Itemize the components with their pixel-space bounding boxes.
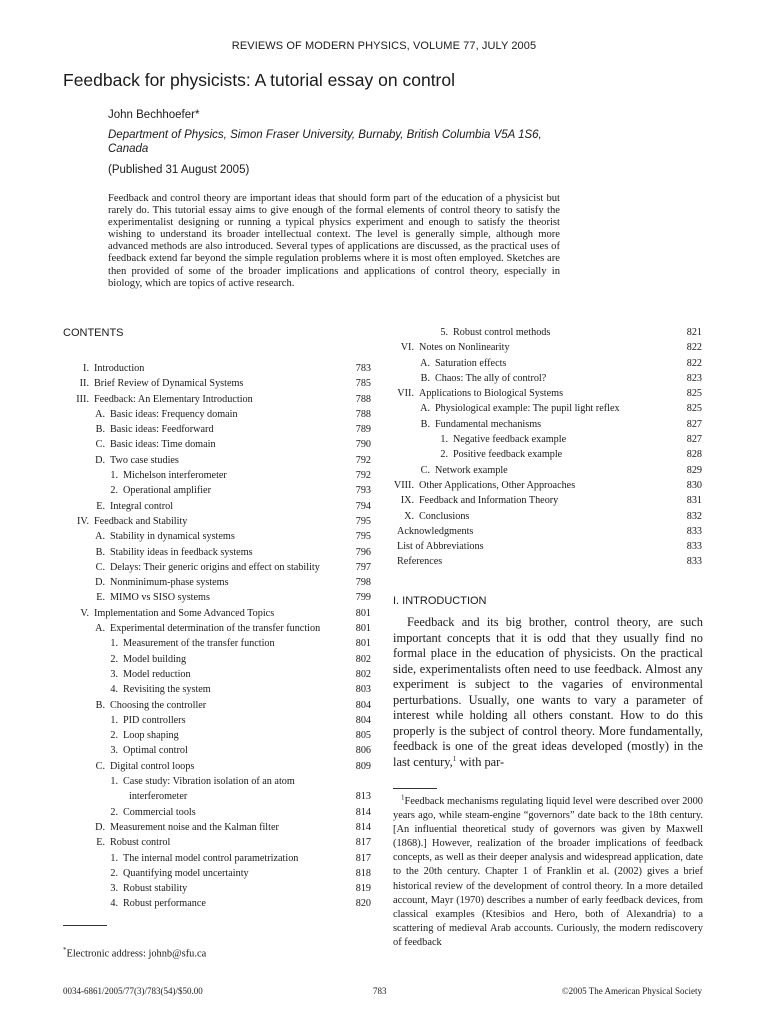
toc-entry-page: 792 (355, 454, 371, 466)
toc-entry-number: B. (420, 418, 430, 430)
toc-entry-number: X. (404, 510, 414, 522)
toc-entry-title: Loop shaping (123, 730, 179, 742)
toc-entry-number: IX. (400, 495, 414, 507)
toc-entry-page: 799 (355, 592, 371, 604)
toc-entry[interactable] (63, 682, 371, 697)
toc-entry-page: 801 (355, 623, 371, 635)
toc-entry-number: 1. (440, 434, 448, 446)
toc-entry[interactable] (63, 789, 371, 804)
toc-entry[interactable] (392, 325, 702, 340)
toc-entry-title: Experimental determination of the transfer function (110, 623, 321, 635)
toc-entry-title: Operational amplifier (123, 485, 211, 497)
toc-entry[interactable] (392, 401, 702, 416)
footnote-1 (393, 795, 703, 950)
toc-entry-page: 819 (355, 883, 371, 895)
toc-entry-page: 809 (355, 760, 371, 772)
toc-entry-number: D. (95, 454, 105, 466)
toc-entry-number: 1. (110, 470, 118, 482)
footnote-divider (393, 788, 437, 789)
toc-entry[interactable] (392, 447, 702, 462)
toc-entry-number: A. (95, 408, 105, 420)
toc-entry-number: C. (95, 439, 105, 451)
toc-entry[interactable] (63, 499, 371, 514)
toc-entry-number: A. (95, 531, 105, 543)
toc-entry-title: Conclusions (419, 510, 470, 522)
toc-entry-page: 822 (686, 342, 702, 354)
toc-entry[interactable] (392, 340, 702, 355)
toc-entry-title: Physiological example: The pupil light reflex (435, 403, 620, 415)
toc-entry-number: B. (420, 372, 430, 384)
toc-left-column (63, 361, 371, 912)
toc-entry[interactable] (63, 560, 371, 575)
abstract: Feedback and control theory are important ideas that should form part of the education of a physicist but rarely do. This tutorial essay aims to give enough of the formal elements of control theory to satisfy the experimentalist designing or running a typical physics experiment and enough to satisfy the theorist wishing to understand its broader intellectual context. The level is generally simple, although more advanced methods are also introduced. Several types of applications are discussed, as the practical uses of feedback extend far beyond the simple regulation problems where it is most often employed. Sketches are then provided of some of the broader implications and applications of control theory, especially in biology, which are topics of active research. (108, 193, 560, 289)
toc-entry-title: Saturation effects (435, 357, 507, 369)
toc-entry-page: 803 (355, 684, 371, 696)
toc-entry-number: III. (76, 393, 89, 405)
toc-entry-number: 4. (110, 898, 118, 910)
toc-entry-page: 795 (355, 531, 371, 543)
toc-entry[interactable] (392, 371, 702, 386)
footnote-mark: * (63, 946, 67, 954)
toc-entry[interactable] (63, 820, 371, 835)
toc-entry-page: 806 (355, 745, 371, 757)
toc-entry[interactable] (63, 805, 371, 820)
toc-entry[interactable] (392, 356, 702, 371)
toc-entry-number: 2. (110, 730, 118, 742)
toc-entry-number: 1. (110, 776, 118, 788)
toc-entry-page: 818 (355, 867, 371, 879)
toc-entry-title: Michelson interferometer (123, 470, 227, 482)
toc-entry-title: Positive feedback example (453, 449, 563, 461)
toc-entry-title: Acknowledgments (397, 525, 474, 537)
toc-entry[interactable] (63, 698, 371, 713)
toc-entry[interactable] (63, 575, 371, 590)
footnote-ref[interactable]: 1 (452, 754, 457, 763)
toc-entry-page: 804 (355, 699, 371, 711)
toc-entry-number: 2. (110, 806, 118, 818)
toc-entry-page: 825 (686, 403, 702, 415)
toc-entry-title: References (397, 556, 443, 568)
toc-entry[interactable] (63, 514, 371, 529)
toc-entry-number: 5. (440, 327, 448, 338)
toc-entry-title: Delays: Their generic origins and effect on stability (110, 561, 320, 573)
journal-header: REVIEWS OF MODERN PHYSICS, VOLUME 77, JULY 2005 (231, 40, 537, 52)
toc-entry-title: PID controllers (123, 714, 186, 726)
toc-entry[interactable] (63, 743, 371, 758)
toc-entry-page: 831 (686, 495, 702, 507)
toc-entry-page: 783 (355, 363, 371, 374)
toc-entry-title: Measurement noise and the Kalman filter (110, 821, 279, 833)
toc-entry-title: Applications to Biological Systems (419, 388, 564, 400)
toc-entry-page: 822 (686, 357, 702, 369)
toc-entry[interactable] (63, 437, 371, 452)
toc-entry-title: Stability in dynamical systems (110, 531, 235, 543)
toc-entry-page: 825 (686, 388, 702, 400)
toc-entry-page: 830 (686, 479, 702, 491)
toc-entry-number: 1. (110, 638, 118, 650)
toc-entry-title: Robust control methods (453, 327, 551, 338)
toc-entry[interactable] (63, 468, 371, 483)
toc-entry[interactable] (63, 590, 371, 605)
toc-entry-page: 802 (355, 653, 371, 665)
toc-entry-title: Feedback and Stability (94, 515, 188, 527)
article-title: Feedback for physicists: A tutorial essay on control (63, 70, 455, 90)
toc-entry[interactable] (63, 667, 371, 682)
toc-entry[interactable] (63, 896, 371, 911)
toc-entry[interactable] (63, 545, 371, 560)
toc-entry[interactable] (392, 524, 702, 539)
toc-entry-number: E. (96, 592, 105, 604)
section-heading-introduction: I. INTRODUCTION (393, 595, 487, 607)
toc-entry[interactable] (392, 463, 702, 478)
toc-entry-title: Quantifying model uncertainty (123, 867, 249, 879)
toc-entry-page: 817 (355, 852, 371, 864)
toc-entry-page: 827 (686, 434, 702, 446)
toc-entry-page: 828 (686, 449, 702, 461)
footer-copyright: ©2005 The American Physical Society (561, 986, 702, 996)
toc-entry-number: 2. (110, 653, 118, 665)
toc-entry[interactable] (392, 478, 702, 493)
toc-entry-number: 3. (110, 883, 118, 895)
toc-entry[interactable] (63, 422, 371, 437)
toc-entry-number: 4. (110, 684, 118, 696)
toc-entry-title: Feedback and Information Theory (419, 495, 559, 507)
toc-entry-number: E. (96, 500, 105, 512)
toc-entry-page: 833 (686, 556, 702, 568)
contents-heading: CONTENTS (63, 327, 124, 339)
toc-entry-page: 805 (355, 730, 371, 742)
toc-entry-page: 823 (686, 372, 702, 384)
toc-entry-title: Measurement of the transfer function (123, 638, 275, 650)
toc-entry[interactable] (63, 376, 371, 391)
footnote-divider (63, 925, 107, 926)
toc-entry-title: interferometer (129, 791, 188, 803)
toc-entry-number: A. (420, 403, 430, 415)
toc-entry-number: IV. (77, 515, 89, 527)
toc-entry[interactable] (63, 866, 371, 881)
toc-entry-number: 2. (440, 449, 448, 461)
toc-entry-title: Optimal control (123, 745, 188, 757)
toc-entry-page: 833 (686, 525, 702, 537)
toc-entry[interactable] (63, 392, 371, 407)
toc-entry-title: Fundamental mechanisms (435, 418, 542, 430)
toc-entry-page: 814 (355, 806, 371, 818)
toc-entry-title: Commercial tools (123, 806, 196, 818)
toc-entry[interactable] (63, 636, 371, 651)
toc-entry-number: 3. (110, 668, 118, 680)
toc-entry-title: Case study: Vibration isolation of an atom (123, 776, 295, 788)
toc-entry-number: A. (95, 623, 105, 635)
author-name: John Bechhoefer* (108, 109, 200, 121)
toc-entry-page: 833 (686, 541, 702, 553)
toc-entry-page: 814 (355, 821, 371, 833)
author-affiliation: Department of Physics, Simon Fraser University, Burnaby, British Columbia V5A 1S6, Canada (108, 129, 542, 155)
toc-entry-page: 821 (686, 327, 702, 338)
introduction-body: Feedback and its big brother, control theory, are such important concepts that it is odd that they usually find no formal place in the education of physicists. On the practical side, experimentalists often need to use feedback. Almost any experiment is subject to the vagaries of environmental perturbations. Usually, one wants to vary a parameter of interest while holding all others constant. How to do this properly is the subject of control theory. More fundamentally, feedback is one of the great ideas developed (mostly) in the last century,$^1$ with par- (393, 615, 703, 769)
toc-entry-title: Introduction (94, 363, 145, 374)
toc-entry-page: 794 (355, 500, 371, 512)
toc-entry-number: B. (95, 546, 105, 558)
toc-entry-page: 829 (686, 464, 702, 476)
page-number: 783 (373, 986, 387, 996)
toc-entry[interactable] (392, 386, 702, 401)
toc-entry[interactable] (392, 417, 702, 432)
toc-entry-title: Brief Review of Dynamical Systems (94, 378, 244, 390)
toc-entry-title: Network example (435, 464, 508, 476)
toc-entry-number: A. (420, 357, 430, 369)
toc-entry[interactable] (63, 407, 371, 422)
toc-entry-page: 804 (355, 714, 371, 726)
toc-entry-number: D. (95, 821, 105, 833)
toc-entry-number: E. (96, 837, 105, 849)
toc-entry-number: 2. (110, 485, 118, 497)
toc-entry[interactable] (63, 529, 371, 544)
toc-entry-page: 801 (355, 607, 371, 619)
toc-entry-number: 1. (110, 714, 118, 726)
toc-entry-page: 796 (355, 546, 371, 558)
toc-entry[interactable] (392, 509, 702, 524)
toc-entry[interactable] (63, 713, 371, 728)
toc-entry-number: II. (79, 378, 89, 390)
toc-entry-title: Model reduction (123, 668, 191, 680)
toc-entry-number: 1. (110, 852, 118, 864)
toc-entry-number: C. (420, 464, 430, 476)
toc-entry[interactable] (63, 728, 371, 743)
toc-entry-page: 795 (355, 515, 371, 527)
toc-entry-title: Basic ideas: Time domain (110, 439, 216, 451)
toc-entry-title: Revisiting the system (123, 684, 211, 696)
toc-entry-title: The internal model control parametrization (123, 852, 299, 864)
toc-entry-page: 813 (355, 791, 371, 803)
toc-entry-title: Digital control loops (110, 760, 195, 772)
toc-entry-title: Two case studies (110, 454, 179, 466)
toc-entry[interactable] (63, 652, 371, 667)
toc-entry[interactable] (63, 453, 371, 468)
toc-entry-title: Basic ideas: Frequency domain (110, 408, 238, 420)
toc-entry-number: VII. (397, 388, 414, 400)
toc-entry-title: Other Applications, Other Approaches (419, 479, 576, 491)
toc-entry-page: 792 (355, 470, 371, 482)
toc-entry-page: 793 (355, 485, 371, 497)
toc-entry-page: 817 (355, 837, 371, 849)
toc-entry-title: List of Abbreviations (397, 541, 484, 553)
toc-entry[interactable] (63, 774, 371, 789)
toc-entry-page: 801 (355, 638, 371, 650)
publication-date: (Published 31 August 2005) (108, 164, 250, 176)
toc-entry-page: 802 (355, 668, 371, 680)
toc-entry-number: D. (95, 577, 105, 589)
toc-entry-number: C. (95, 760, 105, 772)
toc-entry-number: VIII. (393, 479, 414, 491)
toc-entry-page: 827 (686, 418, 702, 430)
toc-entry-title: Nonminimum-phase systems (110, 577, 229, 589)
toc-entry[interactable] (63, 361, 371, 376)
toc-entry[interactable] (392, 493, 702, 508)
toc-right-column (392, 325, 702, 570)
toc-entry-number: V. (80, 607, 89, 619)
toc-entry-title: Implementation and Some Advanced Topics (94, 607, 275, 619)
toc-entry-title: Basic ideas: Feedforward (110, 424, 214, 436)
email-address[interactable]: Electronic address: johnb@sfu.ca (66, 948, 207, 960)
toc-entry-page: 788 (355, 408, 371, 420)
toc-entry-title: Feedback: An Elementary Introduction (94, 393, 253, 405)
toc-entry-title: Notes on Nonlinearity (419, 342, 510, 354)
toc-entry-page: 798 (355, 577, 371, 589)
toc-entry-title: Integral control (110, 500, 174, 512)
toc-entry-number: 2. (110, 867, 118, 879)
toc-entry-page: 785 (355, 378, 371, 390)
toc-entry[interactable] (63, 483, 371, 498)
toc-entry-page: 797 (355, 561, 371, 573)
toc-entry-number: B. (95, 424, 105, 436)
toc-entry-title: Model building (123, 653, 187, 665)
toc-entry-page: 790 (355, 439, 371, 451)
toc-entry-title: Robust stability (123, 883, 188, 895)
toc-entry[interactable] (63, 606, 371, 621)
footer-doi: 0034-6861/2005/77(3)/783(54)/$50.00 (63, 986, 203, 996)
toc-entry[interactable] (63, 881, 371, 896)
toc-entry-title: Chaos: The ally of control? (435, 372, 547, 384)
toc-entry-number: B. (95, 699, 105, 711)
toc-entry-page: 788 (355, 393, 371, 405)
toc-entry-title: Choosing the controller (110, 699, 207, 711)
toc-entry-page: 832 (686, 510, 702, 522)
toc-entry-page: 789 (355, 424, 371, 436)
toc-entry[interactable] (392, 554, 702, 569)
toc-entry[interactable] (63, 621, 371, 636)
email-footnote (63, 946, 206, 959)
toc-entry-title: MIMO vs SISO systems (110, 592, 210, 604)
toc-entry-title: Stability ideas in feedback systems (110, 546, 253, 558)
toc-entry-number: I. (83, 363, 89, 374)
toc-entry[interactable] (63, 851, 371, 866)
footnote-mark: 1 (401, 793, 405, 802)
toc-entry-number: C. (95, 561, 105, 573)
toc-entry-title: Robust control (110, 837, 171, 849)
toc-entry[interactable] (392, 539, 702, 554)
toc-entry-title: Robust performance (123, 898, 206, 910)
toc-entry-page: 820 (355, 898, 371, 910)
toc-entry-number: 3. (110, 745, 118, 757)
toc-entry[interactable] (63, 835, 371, 850)
toc-entry[interactable] (392, 432, 702, 447)
toc-entry[interactable] (63, 759, 371, 774)
toc-entry-title: Negative feedback example (453, 434, 567, 446)
footnote-1-text: Feedback mechanisms regulating liquid level were described over 2000 years ago, while steam-engine “governors” date back to the 18th century. [An influential theoretical study of governors was given by Maxwell (1868).] However, realization of the broader implications of feedback concepts, as well as their deeper analysis and widespread application, date to the 20th century. Chapter 1 of Franklin et al. (2002) gives a brief historical review of the development of control theory. In a more detailed account, Mayr (1970) describes a number of early feedback devices, from classical examples (Ktesibios and Hero, both of Alexandria) to a scattering of medieval Arab accounts. Curiously, the modern rediscovery of feedback (393, 796, 703, 948)
toc-entry-number: VI. (400, 342, 414, 354)
